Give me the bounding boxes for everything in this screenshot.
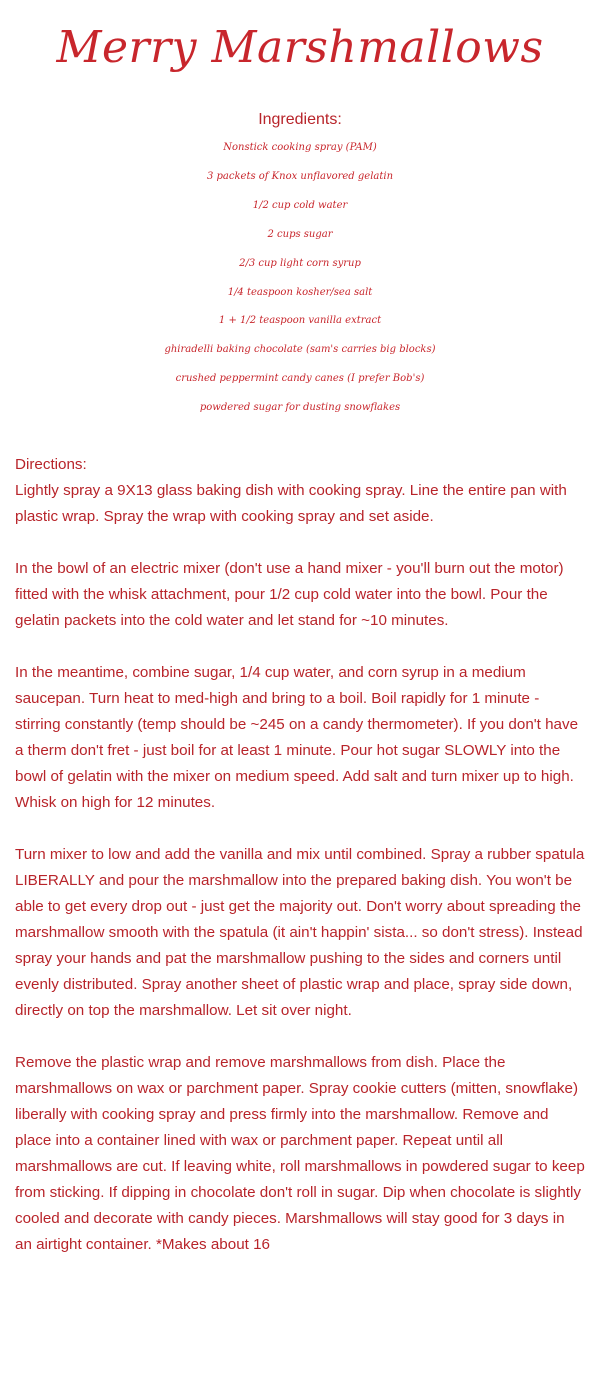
ingredient-item: 1 + 1/2 teaspoon vanilla extract xyxy=(218,315,382,327)
direction-step: In the bowl of an electric mixer (don't use a hand mixer - you'll burn out the motor) fitted with the whisk attachment, pour 1/2 cup cold water into the bowl. Pour the gelatin packets into the cold water and let stand for ~10 minutes. xyxy=(15,560,564,629)
direction-step: Remove the plastic wrap and remove marshmallows from dish. Place the marshmallows on wax or parchment paper. Spray cookie cutters (mitten, snowflake) liberally with cooking spray and press firmly into the marshmallow. Remove and place into a container lined with wax or parchment paper. Repeat until all marshmallows are cut. If leaving white, roll marshmallows in powdered sugar to keep from sticking. If dipping in chocolate don't roll in sugar. Dip when chocolate is slightly cooled and decorate with candy pieces. Marshmallows will stay good for 3 days in an airtight container. *Makes about 16 xyxy=(15,1054,585,1253)
directions-section xyxy=(15,452,585,1284)
direction-step: Turn mixer to low and add the vanilla and mix until combined. Spray a rubber spatula LIBERALLY and pour the marshmallow into the prepared baking dish. You won't be able to get every drop out - just get the majority out. Don't worry about spreading the marshmallow smooth with the spatula (it ain't happin' sista... so don't stress). Instead spray your hands and pat the marshmallow pushing to the sides and corners until evenly distributed. Spray another sheet of plastic wrap and place, spray side down, directly on top the marshmallow. Let sit over night. xyxy=(15,846,585,1019)
directions-heading: Directions: xyxy=(15,456,87,473)
ingredient-item: 1/2 cup cold water xyxy=(252,199,348,211)
ingredient-item: 1/4 teaspoon kosher/sea salt xyxy=(227,286,373,298)
ingredient-item: powdered sugar for dusting snowflakes xyxy=(199,402,401,414)
ingredient-item: 2/3 cup light corn syrup xyxy=(239,257,361,269)
direction-step: Lightly spray a 9X13 glass baking dish with cooking spray. Line the entire pan with plastic wrap. Spray the wrap with cooking spray and set aside. xyxy=(15,482,567,525)
ingredient-item: 3 packets of Knox unflavored gelatin xyxy=(206,170,394,182)
ingredient-item: ghiradelli baking chocolate (sam's carries big blocks) xyxy=(164,344,436,356)
ingredients-heading: Ingredients: xyxy=(258,111,342,128)
recipe-title: Merry Marshmallows xyxy=(56,22,544,73)
ingredient-item: Nonstick cooking spray (PAM) xyxy=(223,142,377,153)
ingredient-item: crushed peppermint candy canes (I prefer Bob's) xyxy=(175,373,425,385)
direction-step: In the meantime, combine sugar, 1/4 cup water, and corn syrup in a medium saucepan. Turn heat to med-high and bring to a boil. Boil rapidly for 1 minute - stirring constantly (temp should be ~245 on a candy thermometer). If you don't have a therm don't fret - just boil for at least 1 minute. Pour hot sugar SLOWLY into the bowl of gelatin with the mixer on medium speed. Add salt and turn mixer up to high. Whisk on high for 12 minutes. xyxy=(15,664,579,811)
ingredients-list xyxy=(0,134,600,423)
ingredient-item: 2 cups sugar xyxy=(267,228,333,240)
